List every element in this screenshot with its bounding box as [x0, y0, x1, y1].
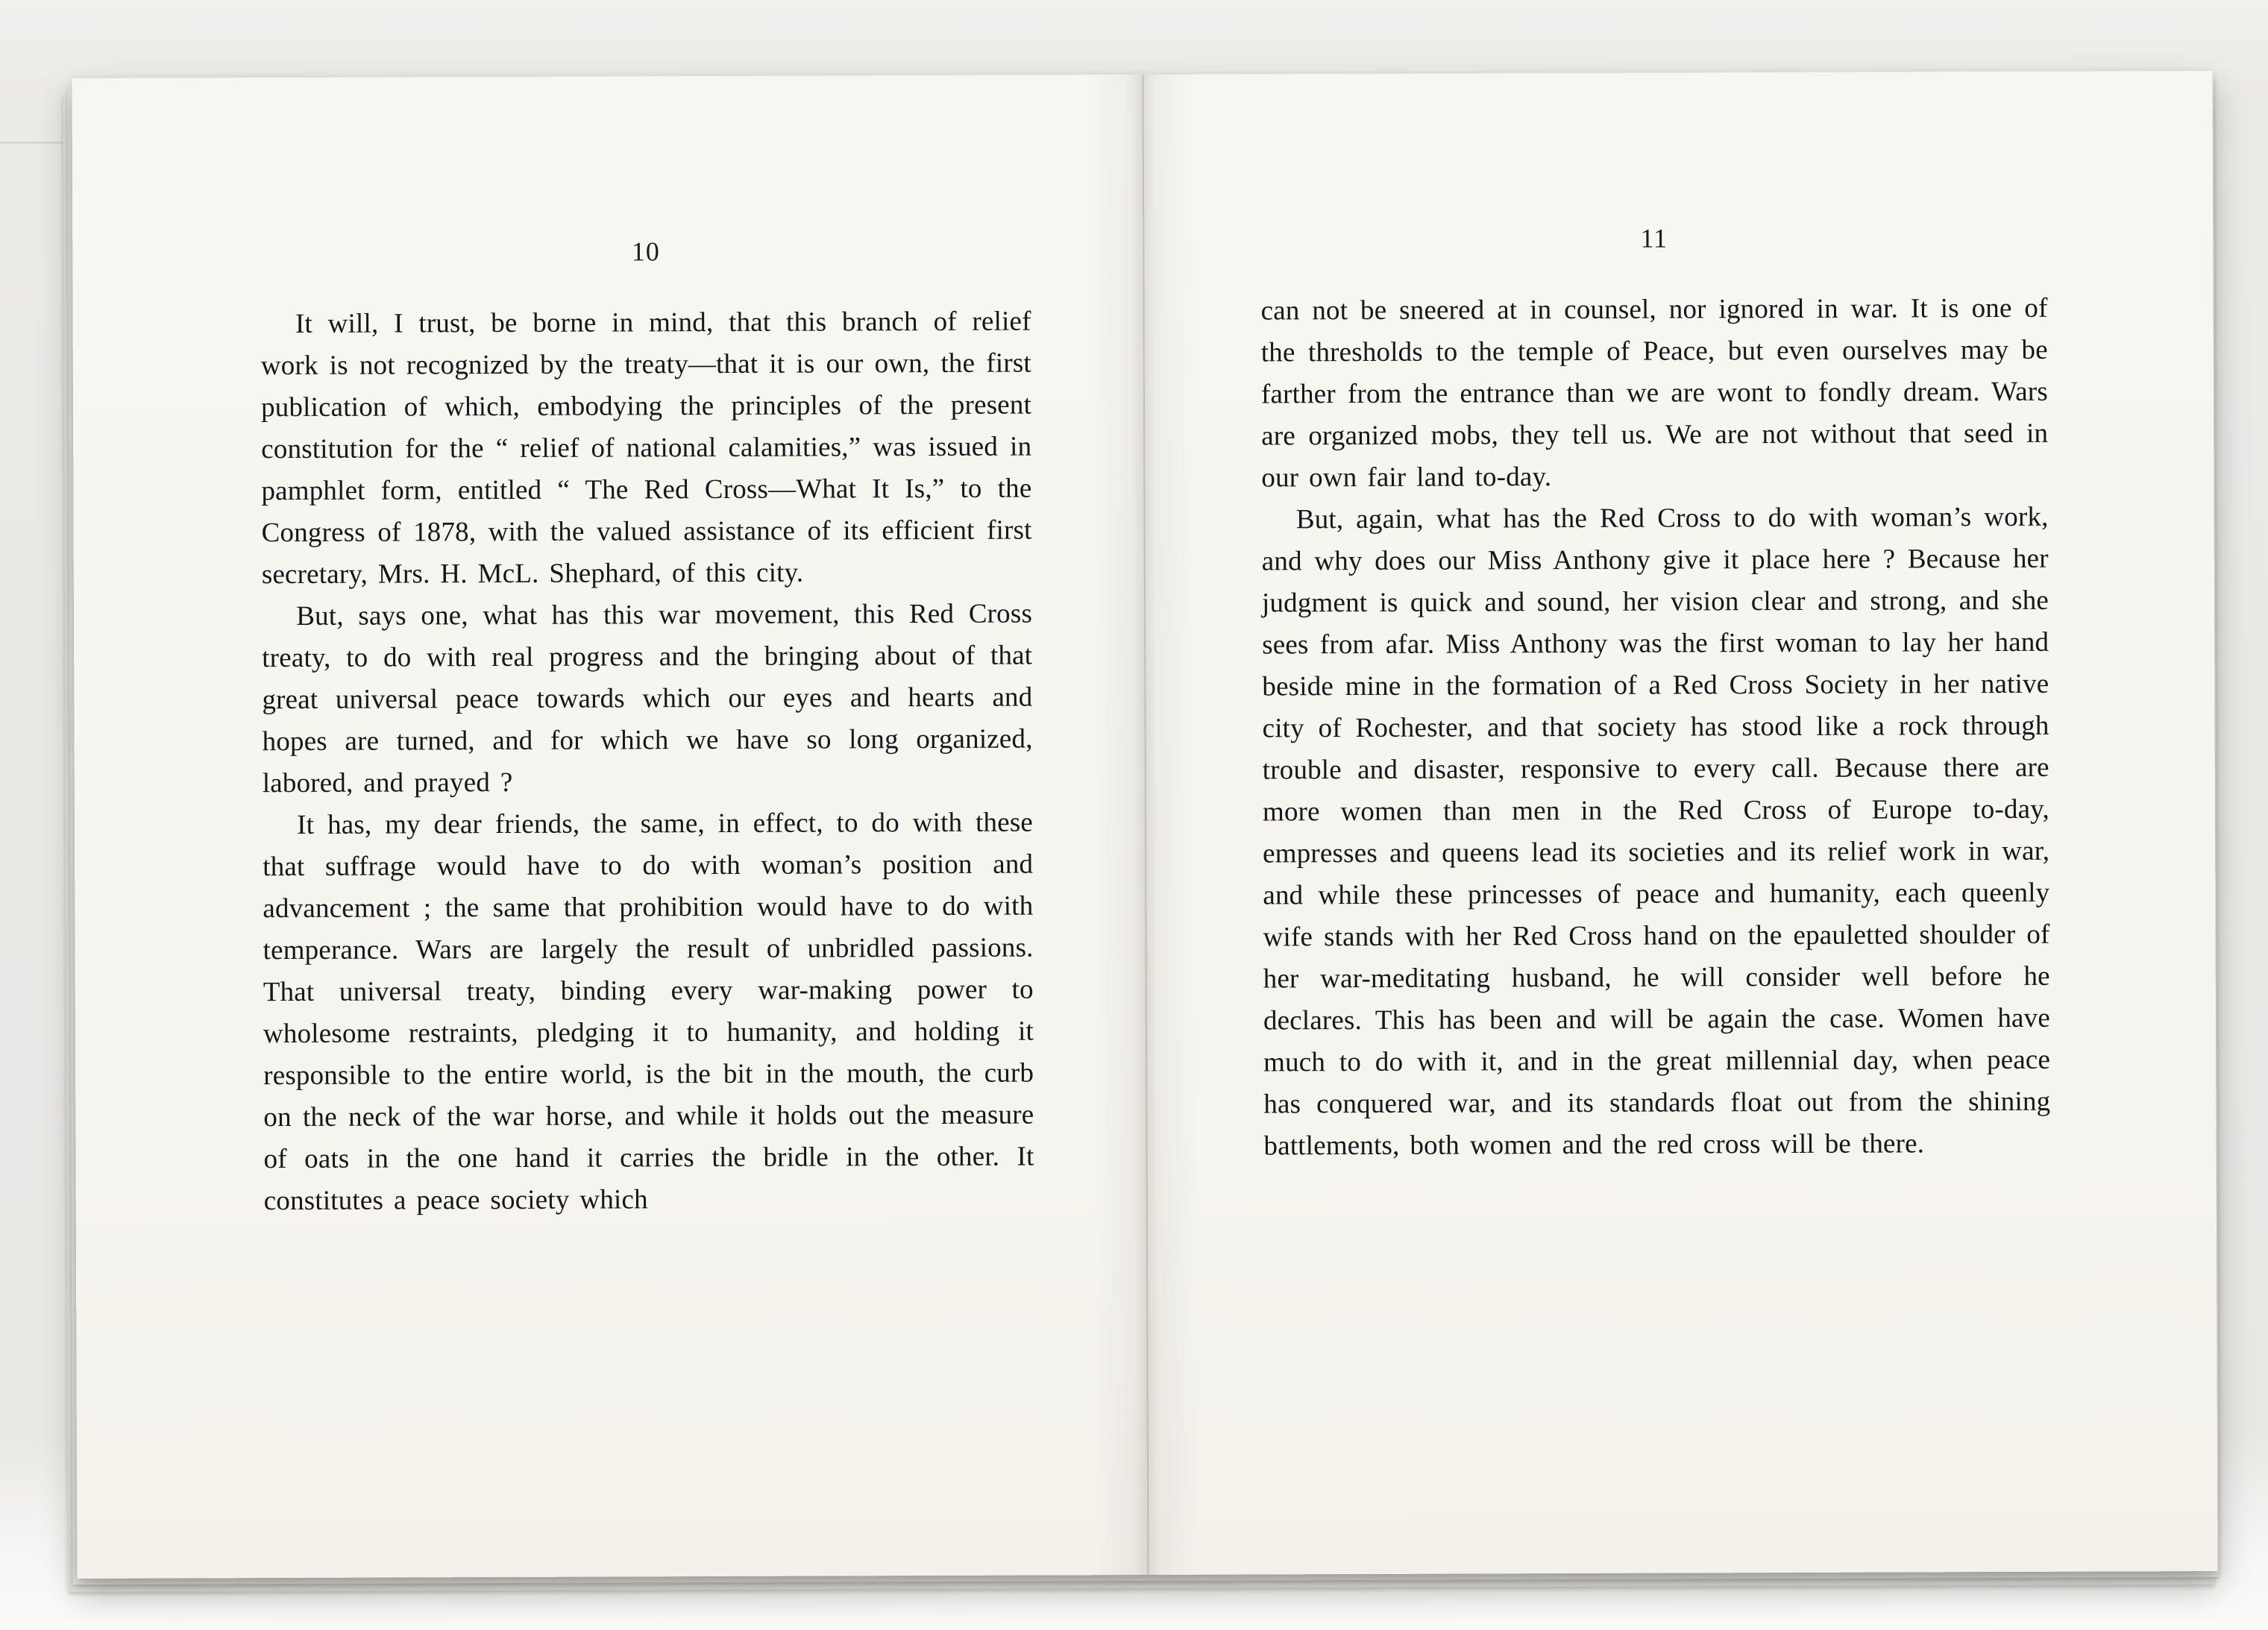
right-page-number: 11: [1640, 223, 1668, 254]
left-page: [72, 75, 1147, 1579]
left-page-paragraph-1: It will, I trust, be borne in mind, that this branch of relief work is not recognized by the treaty—that it is our own, the first publication of which, embodying the principles of the present constitution for the “ relief of national calamities,” was issued in pamphlet form, entitled “ The Red Cross—What It Is,” to the Congress of 1878, with the valued assistance of its efficient first secretary, Mrs. H. McL. Shephard, of this city.: [260, 306, 1032, 591]
right-page: [1142, 71, 2217, 1575]
open-booklet: [72, 71, 2217, 1579]
right-page-paragraph-2: But, again, what has the Red Cross to do with woman’s work, and why does our Miss Anthony give it place here ? Because her judgment is quick and sound, her vision clear and strong, and she sees from afar. Miss Anthony was the first woman to lay her hand beside mine in the formation of a Red Cross Society in her native city of Rochester, and that society has stood like a rock through trouble and disaster, responsive to every call. Because there are more women than men in the Red Cross of Europe to-day, empresses and queens lead its societies and its relief work in war, and while these princesses of peace and humanity, each queenly wife stands with her Red Cross hand on the epauletted shoulder of her war-meditating husband, he will consider well before he declares. This has been and will be again the case. Women have much to do with it, and in the great millennial day, when peace has conquered war, and its standards float out from the shining battlements, both women and the red cross will be there.: [1261, 501, 2051, 1162]
right-page-paragraph-1: can not be sneered at in counsel, nor ignored in war. It is one of the thresholds to the temple of Peace, but even ourselves may be farther from the entrance than we are wont to fondly dream. Wars are organized mobs, they tell us. We are not without that seed in our own fair land to-day.: [1260, 292, 2049, 494]
left-page-paragraph-3: It has, my dear friends, the same, in effect, to do with these that suffrage would have to do with woman’s position and advancement ; the same that prohibition would have to do with temperance. Wars are largely the result of unbridled passions. That universal treaty, binding every war-making power to wholesome restraints, pledging it to humanity, and holding it responsible to the entire world, is the bit in the mouth, the curb on the neck of the war horse, and while it holds out the measure of oats in the one hand it carries the bridle in the other. It constitutes a peace society which: [263, 807, 1034, 1217]
left-page-number: 10: [631, 236, 660, 267]
left-page-paragraph-2: But, says one, what has this war movement, this Red Cross treaty, to do with real progress and the bringing about of that great universal peace towards which our eyes and hearts and hopes are turned, and for which we have so long organized, labored, and prayed ?: [262, 598, 1033, 799]
